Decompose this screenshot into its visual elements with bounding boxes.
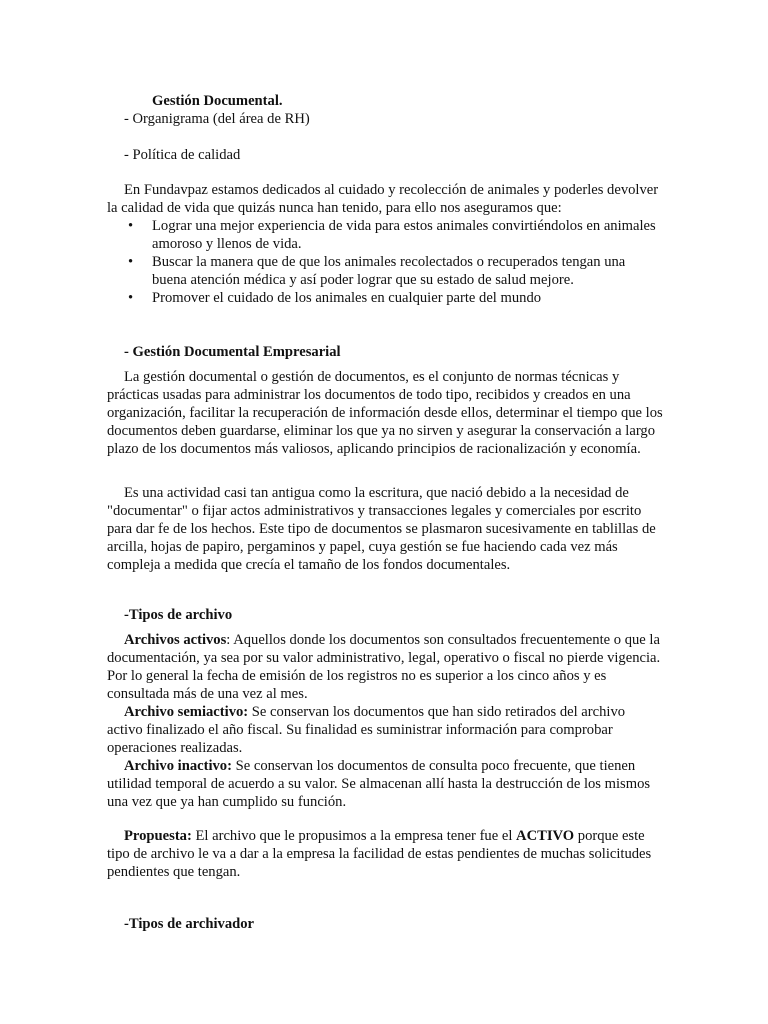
propuesta-label: Propuesta: bbox=[124, 828, 192, 844]
bullet-icon: • bbox=[128, 218, 134, 234]
archivo-inactivo-label: Archivo inactivo: bbox=[124, 758, 232, 774]
tipos-archivador-heading: -Tipos de archivador bbox=[124, 916, 255, 932]
document-title: Gestión Documental. bbox=[152, 93, 283, 109]
organigrama-line: - Organigrama (del área de RH) bbox=[124, 111, 310, 127]
list-item: • Buscar la manera que de que los animales recolectados o recuperados tengan una buena atención médica y así poder lograr que su estado de salud mejore. bbox=[128, 254, 626, 288]
propuesta-activo: ACTIVO bbox=[516, 828, 575, 844]
gde-paragraph-1: La gestión documental o gestión de documentos, es el conjunto de normas técnicas y prácticas usadas para administrar los documentos de todo tipo, recibidos y creados en una organización, facilitar la recuperación de información desde ellos, determinar el tiempo que los documentos deben guardarse, eliminar los que ya no sirven y asegurar la conservación a largo plazo de los documentos más valiosos, aplicando principios de racionalización y economía. bbox=[107, 369, 663, 457]
list-item: • Promover el cuidado de los animales en cualquier parte del mundo bbox=[128, 290, 542, 306]
archivos-activos-paragraph: Archivos activos: Aquellos donde los documentos son consultados frecuentemente o que la documentación, ya sea por su valor administrativo, legal, operativo o fiscal no pierde vigencia. Por lo general la fecha de emisión de los registros no es superior a los cinco años y es consultada más de una vez al mes. bbox=[107, 632, 661, 702]
list-item: • Lograr una mejor experiencia de vida para estos animales convirtiéndolos en animales amoroso y llenos de vida. bbox=[128, 218, 656, 252]
tipos-archivo-heading: -Tipos de archivo bbox=[124, 607, 233, 623]
archivo-semiactivo-label: Archivo semiactivo: bbox=[124, 704, 249, 720]
intro-paragraph: En Fundavpaz estamos dedicados al cuidado y recolección de animales y poderles devolver la calidad de vida que quizás nunca han tenido, para ello nos aseguramos que: bbox=[107, 182, 659, 216]
archivo-semiactivo-paragraph: Archivo semiactivo: Se conservan los documentos que han sido retirados del archivo activo finalizado el año fiscal. Su finalidad es suministrar información para comprobar operaciones realizadas. bbox=[107, 704, 626, 756]
bullet-icon: • bbox=[128, 254, 134, 270]
propuesta-paragraph: Propuesta: El archivo que le propusimos a la empresa tener fue el ACTIVO porque este tipo de archivo le va a dar a la empresa la facilidad de estas pendientes de muchas solicitudes pendientes que tengan. bbox=[107, 828, 652, 880]
gde-heading: - Gestión Documental Empresarial bbox=[124, 344, 341, 360]
archivo-inactivo-paragraph: Archivo inactivo: Se conservan los documentos de consulta poco frecuente, que tienen utilidad temporal de acuerdo a su valor. Se almacenan allí hasta la destrucción de los mismos una vez que ya han cumplido su función. bbox=[107, 758, 651, 810]
bullet-icon: • bbox=[128, 290, 134, 306]
goals-list bbox=[107, 217, 663, 307]
archivos-activos-label: Archivos activos bbox=[124, 632, 227, 648]
gde-paragraph-2: Es una actividad casi tan antigua como la escritura, que nació debido a la necesidad de "documentar" o fijar actos administrativos y transacciones legales y comerciales por escrito para dar fe de los hechos. Este tipo de documentos se plasmaron sucesivamente en tablillas de arcilla, hojas de papiro, pergaminos y papel, cuya gestión se fue haciendo cada vez más compleja a medida que crecía el tamaño de los fondos documentales. bbox=[107, 485, 656, 573]
politica-line: - Política de calidad bbox=[124, 147, 241, 163]
